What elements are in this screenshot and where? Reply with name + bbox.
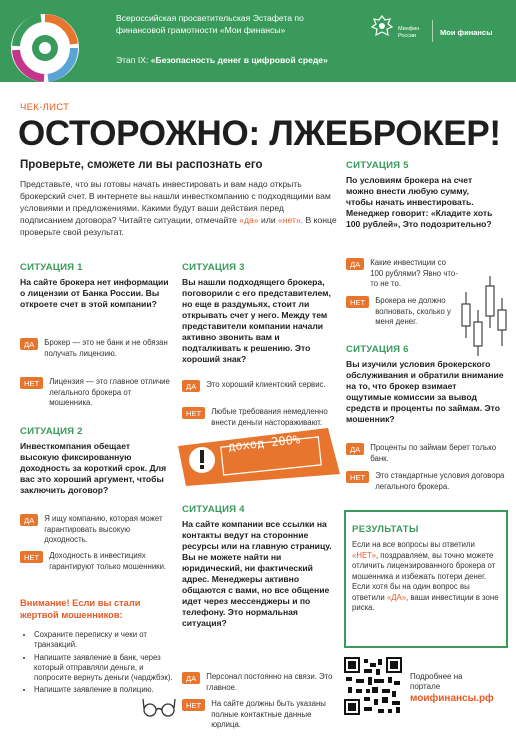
situation-heading: СИТУАЦИЯ 2 — [20, 426, 83, 437]
warning-item: • Сохраните переписку и чеки от транзакций. — [34, 630, 174, 651]
answer-text: Любые требования немедленно внести деньги настораживают. — [211, 407, 328, 427]
yes-tag: ДА — [182, 672, 200, 684]
answer-text: Проценты по займам берет только банк. — [370, 443, 497, 463]
relay-logo — [4, 4, 86, 86]
answer-yes[interactable] — [20, 514, 175, 546]
situation-5 — [346, 160, 496, 230]
situation-question: Вы нашли подходящего брокера, поговорили с его представителем, но еще в раздумьях, стоит ли открывать счет у него. Между тем представители компании начали активно звонить вам и подталкивать к решению. Это хороший знак? — [182, 277, 331, 364]
answer-text: Доходность в инвестициях гарантируют только мошенники. — [49, 551, 167, 571]
situation-heading: СИТУАЦИЯ 6 — [346, 344, 409, 355]
yes-tag: ДА — [346, 258, 364, 270]
more-info-label: Подробнее на портале — [410, 672, 463, 691]
warning-list — [24, 630, 174, 698]
result-net: «НЕТ» — [352, 550, 376, 560]
scam-banner — [178, 418, 348, 493]
banner-text: доход 200% — [227, 432, 301, 454]
answer-text: Брокера не должно волновать, сколько у меня денег. — [375, 296, 451, 326]
page-title: ОСТОРОЖНО: ЛЖЕБРОКЕР! — [18, 114, 501, 153]
answer-yes[interactable] — [182, 380, 337, 392]
no-tag: НЕТ — [182, 407, 205, 419]
no-tag: НЕТ — [346, 296, 369, 308]
yes-tag: ДА — [20, 338, 38, 350]
result-text — [352, 540, 502, 614]
result-part: Если на все вопросы вы ответили — [352, 540, 475, 549]
portal-link[interactable]: моифинансы.рф — [410, 693, 494, 704]
situation-question: По условиям брокера на счет можно внести любую сумму, чтобы начать инвестировать. Менеджер говорит: «Кладите хоть 100 рублей», Это подозрительно? — [346, 175, 493, 229]
result-part: , ваши инвестиции в зоне риска. — [352, 592, 499, 612]
glasses-icon — [140, 697, 180, 719]
answer-text: Я ищу компанию, которая может гарантировать высокую доходность. — [44, 514, 163, 544]
yes-tag: ДА — [20, 514, 38, 526]
situation-1 — [20, 262, 170, 310]
answer-text: Какие инвестиции со 100 рублями? Явно что-то не то. — [370, 258, 458, 288]
answer-no[interactable] — [182, 699, 337, 731]
answer-yes[interactable] — [182, 672, 337, 693]
ministry-label: Минфин России — [398, 26, 420, 39]
warning-item: • Напишите заявление в полицию. — [34, 685, 174, 695]
situation-question: Вы изучили условия брокерского обслуживания и обратили внимание на то, что брокер взимает ощутимые комиссии за вывод средств и проценты по займам. Это мошенник? — [346, 359, 504, 424]
intro-text — [20, 178, 338, 238]
stage-name: «Безопасность денег в цифровой среде» — [150, 55, 328, 65]
situation-heading: СИТУАЦИЯ 4 — [182, 504, 245, 515]
answer-no[interactable] — [346, 296, 458, 328]
result-heading: РЕЗУЛЬТАТЫ — [352, 524, 419, 535]
intro-part: Представьте, что вы готовы начать инвестировать и вам надо открыть брокерский счет. В интернете вы нашли инвесткомпанию с подходящими вам условиями и предложениями. Какими будут ваши действия перед подписанием договора? Читайте ситуации, отмечайте — [20, 179, 331, 225]
situation-question: На сайте брокера нет информации о лицензии от Банка России. Вы откроете счет в этой компании? — [20, 277, 169, 309]
warning-heading: Внимание! Если вы стали жертвой мошенников: — [20, 598, 141, 620]
result-part: , поздравляем, вы точно можете отличить лицензированного брокера от мошенника и избежать потери денег. Если хотя бы на один вопрос вы ответили — [352, 550, 496, 602]
yes-tag: ДА — [182, 380, 200, 392]
warning-item: • Напишите заявление в банк, через который отправляли деньги, и попросите вернуть деньги (чарджбэк). — [34, 653, 174, 684]
answer-no[interactable] — [20, 377, 170, 409]
situation-4 — [182, 504, 337, 629]
answer-no[interactable] — [346, 471, 506, 492]
stage-prefix: Этап IX: — [116, 55, 149, 65]
qr-code-icon[interactable] — [344, 657, 402, 715]
answer-yes[interactable] — [346, 443, 506, 464]
answer-text: На сайте должны быть указаны полные контактные данные юрлица. — [211, 699, 326, 729]
situation-3 — [182, 262, 332, 365]
answer-text: Это стандартные условия договора легального брокера. — [375, 471, 505, 491]
ministry-emblem-icon — [370, 14, 394, 40]
brand-name: Мои финансы — [440, 28, 493, 37]
checklist-kicker: ЧЕК-ЛИСТ — [20, 102, 70, 113]
answer-yes[interactable] — [20, 338, 170, 359]
situation-heading: СИТУАЦИЯ 5 — [346, 160, 409, 171]
page-subtitle: Проверьте, сможете ли вы распознать его — [20, 159, 263, 171]
yes-tag: ДА — [346, 443, 364, 455]
intro-part: . В конце проверьте свой результат. — [20, 215, 337, 237]
situation-question: На сайте компании все ссылки на контакты ведут на сторонние ресурсы или на главную страницу. Вы не можете найти ни юридический, ни фактический адрес. Менеджеры активно общаются с вами, но все общение идет через мессенджеры и по телефону. Это нормальная ситуация? — [182, 519, 332, 628]
answer-text: Персонал постоянно на связи. Это главное. — [206, 672, 333, 692]
result-da: «ДА» — [386, 592, 407, 602]
situation-2 — [20, 426, 170, 496]
header-title: Всероссийская просветительская Эстафета по финансовой грамотности «Мои финансы» — [116, 13, 304, 35]
situation-6 — [346, 344, 504, 425]
situation-heading: СИТУАЦИЯ 3 — [182, 262, 245, 273]
answer-text: Лицензия — это главное отличие легального брокера от мошенника. — [49, 377, 170, 407]
no-tag: НЕТ — [20, 377, 43, 389]
header-stage — [116, 55, 328, 65]
intro-net: «нет» — [278, 215, 301, 225]
no-tag: НЕТ — [20, 551, 43, 563]
answer-yes[interactable] — [346, 258, 458, 290]
answer-text: Это хороший клиентский сервис. — [206, 380, 326, 389]
answer-no[interactable] — [20, 551, 175, 572]
no-tag: НЕТ — [346, 471, 369, 483]
situation-question: Инвесткомпания обещает высокую фиксированную доходность за короткий срок. Для вас это хороший аргумент, чтобы заключить договор? — [20, 441, 167, 495]
header-divider — [432, 20, 433, 42]
intro-part: или — [258, 215, 279, 225]
answer-text: Брокер — это не банк и не обязан получать лицензию. — [44, 338, 168, 358]
intro-da: «да» — [239, 215, 259, 225]
situation-heading: СИТУАЦИЯ 1 — [20, 262, 83, 273]
no-tag: НЕТ — [182, 699, 205, 711]
